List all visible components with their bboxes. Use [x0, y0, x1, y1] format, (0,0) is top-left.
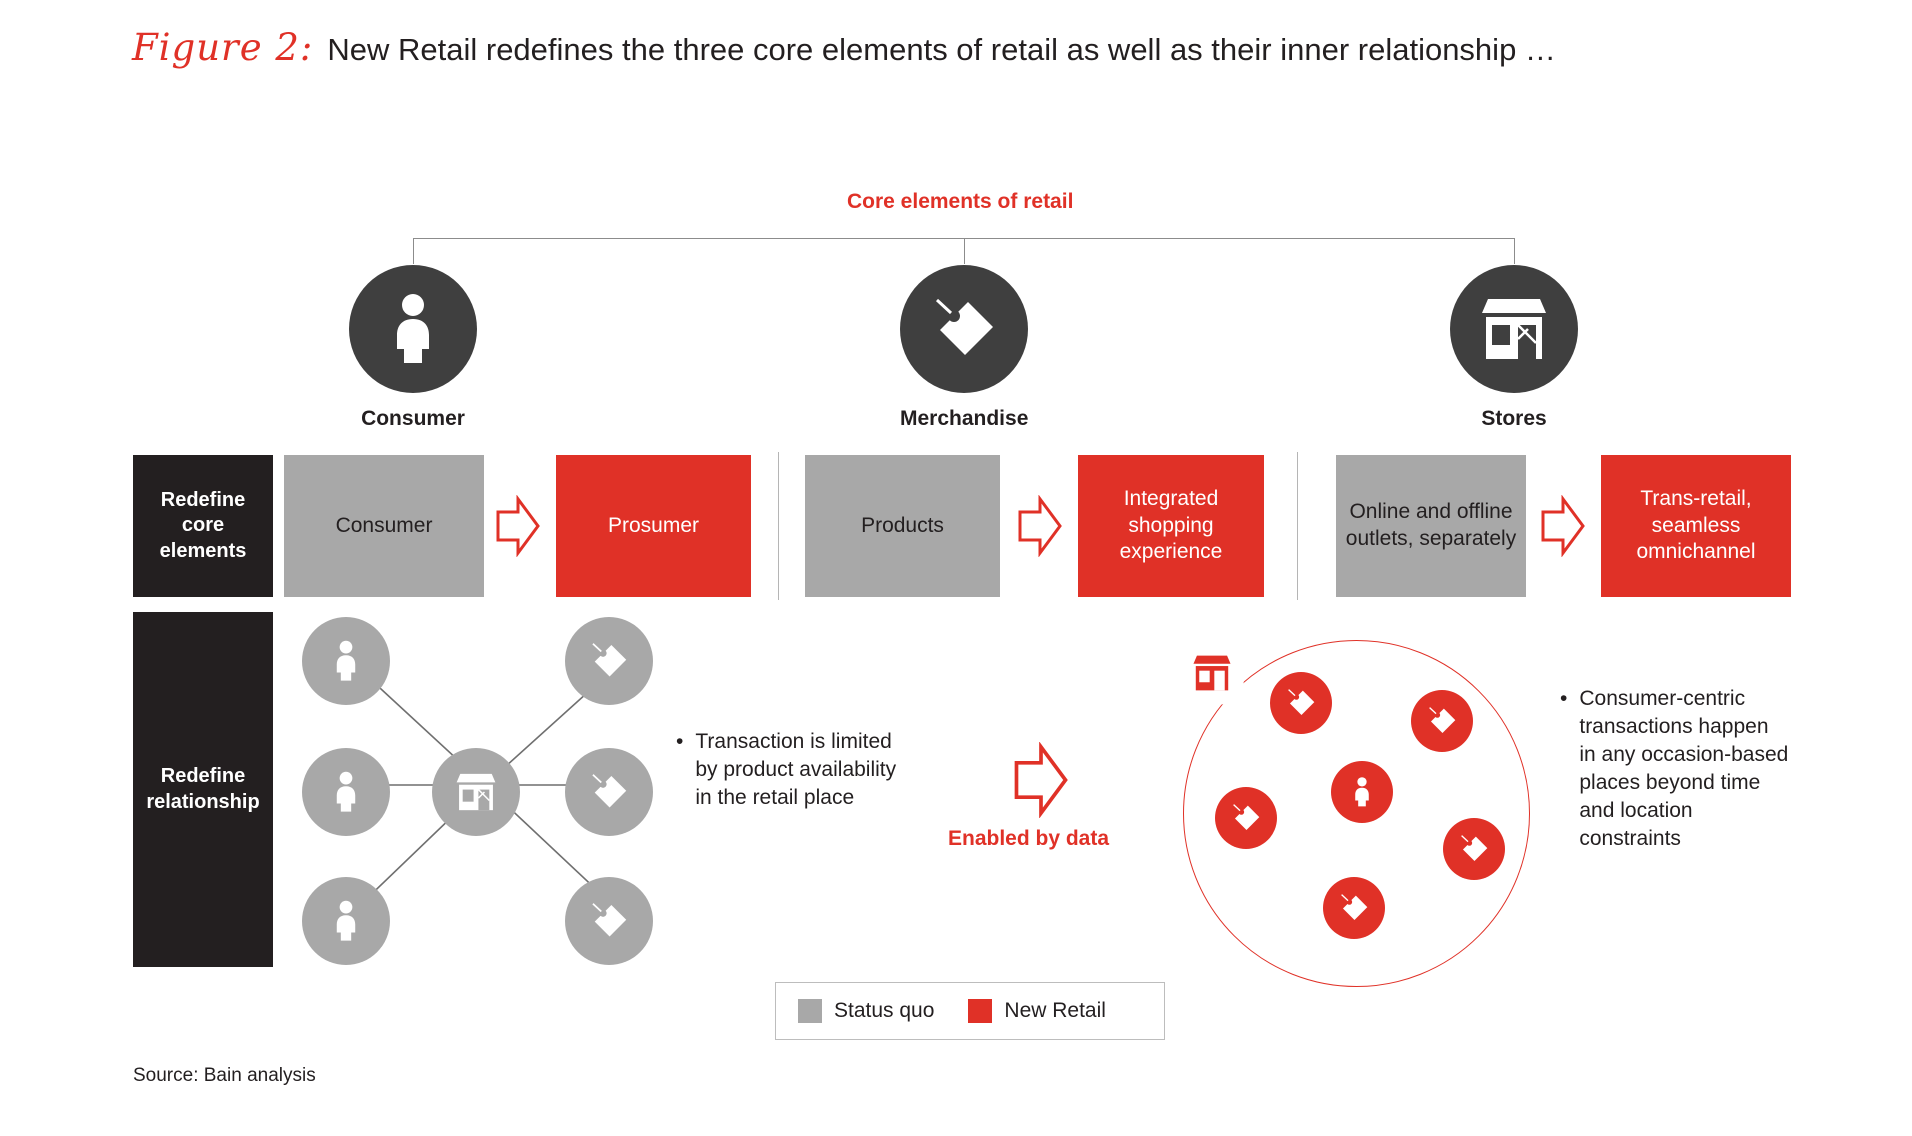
legend-item-status-quo [798, 999, 934, 1023]
figure-number: Figure 2: [132, 26, 314, 69]
note-text-right: Consumer-centric transactions happen in any occasion-based places beyond time and location constraints [1579, 687, 1789, 850]
arrow-right-icon-1 [496, 495, 540, 562]
price-tag-icon-new-3 [1215, 787, 1277, 849]
figure-headline: New Retail redefines the three core elements of retail as well as their inner relationship … [327, 32, 1556, 67]
person-icon-cluster-1 [302, 617, 390, 705]
store-icon-cluster-center [432, 748, 520, 836]
legend-label-new-retail: New Retail [1004, 999, 1106, 1022]
node-label-merchandise: Merchandise [900, 407, 1029, 430]
box-status-quo-consumer: Consumer [284, 455, 484, 597]
arrow-right-icon-4 [1013, 742, 1069, 823]
price-tag-icon-new-5 [1323, 877, 1385, 939]
node-merchandise [900, 265, 1028, 431]
row-label-rel-line-1: Redefine [160, 764, 246, 787]
node-label-consumer: Consumer [361, 407, 465, 430]
person-icon [349, 265, 477, 393]
box-new-retail-trans-retail: Trans-retail, seamless omnichannel [1601, 455, 1791, 597]
node-stores [1450, 265, 1578, 431]
row-label-redefine-relationship [133, 612, 273, 967]
price-tag-icon-new-2 [1411, 690, 1473, 752]
box-new-retail-prosumer: Prosumer [556, 455, 751, 597]
source-note: Source: Bain analysis [133, 1065, 316, 1086]
row-label-line-3: elements [159, 539, 247, 562]
price-tag-icon-cluster-2 [565, 748, 653, 836]
note-text-left: Transaction is limited by product availability in the retail place [695, 730, 897, 809]
price-tag-icon-cluster-1 [565, 617, 653, 705]
row-label-line-2: core [181, 514, 225, 537]
arrow-right-icon-2 [1018, 495, 1062, 562]
bullet-icon-right: • [1560, 687, 1568, 710]
price-tag-icon [900, 265, 1028, 393]
person-icon-cluster-3 [302, 877, 390, 965]
price-tag-icon-new-1 [1270, 672, 1332, 734]
bullet-icon-left: • [676, 730, 684, 753]
box-status-quo-products: Products [805, 455, 1000, 597]
legend [775, 982, 1165, 1040]
enabled-by-data-label: Enabled by data [948, 827, 1110, 850]
row-label-redefine-core-elements [133, 455, 273, 597]
figure-title-row [132, 26, 1556, 69]
core-elements-bracket [413, 238, 1515, 264]
store-icon-new-cluster-wrap [1179, 640, 1245, 706]
legend-swatch-status-quo [798, 999, 822, 1023]
store-icon [1450, 265, 1578, 393]
person-icon-new-center [1331, 761, 1393, 823]
group-divider-2 [1297, 452, 1298, 600]
note-new-retail-relationship [1560, 685, 1790, 853]
group-divider-1 [778, 452, 779, 600]
legend-label-status-quo: Status quo [834, 999, 935, 1022]
node-label-stores: Stores [1481, 407, 1547, 430]
box-new-retail-integrated-shopping-experience: Integrated shopping experience [1078, 455, 1264, 597]
row-label-line-1: Redefine [160, 488, 246, 511]
arrow-right-icon-3 [1541, 495, 1585, 562]
price-tag-icon-new-4 [1443, 818, 1505, 880]
person-icon-cluster-2 [302, 748, 390, 836]
row-label-rel-line-2: relationship [146, 790, 260, 813]
price-tag-icon-cluster-3 [565, 877, 653, 965]
note-status-quo-relationship [676, 728, 906, 812]
core-elements-label: Core elements of retail [847, 190, 1074, 213]
legend-item-new-retail [968, 999, 1106, 1023]
legend-swatch-new-retail [968, 999, 992, 1023]
box-status-quo-outlets: Online and offline outlets, separately [1336, 455, 1526, 597]
node-consumer [349, 265, 477, 431]
